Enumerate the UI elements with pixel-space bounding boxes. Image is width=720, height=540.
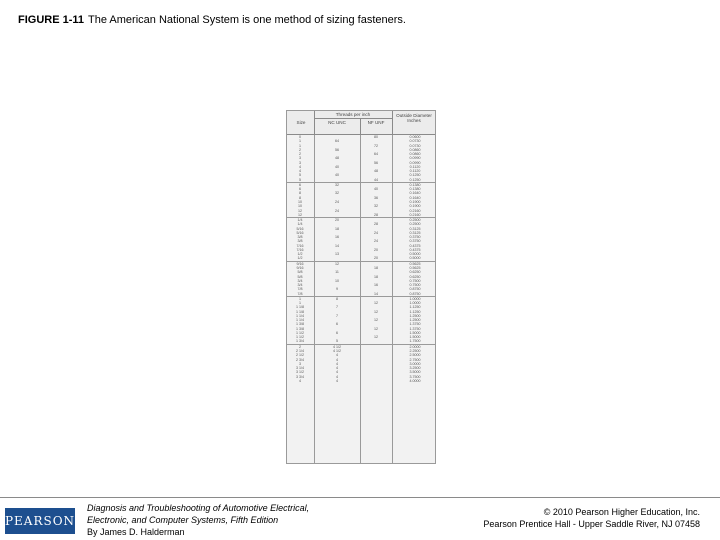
cell-outside-diameter: 0.8750 xyxy=(409,291,421,296)
cell-outside-diameter: 1.3750 xyxy=(409,326,421,331)
cell-outside-diameter: 3.0000 xyxy=(409,361,421,366)
cell-nc-unc: 4 1/2 xyxy=(333,349,341,354)
table-header xyxy=(287,111,435,135)
cell-size: 3/4 xyxy=(297,278,303,283)
cell-size: 7/16 xyxy=(296,243,304,248)
cell-size: 1 1/8 xyxy=(296,309,304,314)
cell-nc-unc: 4 xyxy=(336,361,338,366)
cell-size: 2 xyxy=(299,152,301,157)
cell-outside-diameter: 0.1120 xyxy=(409,164,421,169)
cell-nf-unf: 44 xyxy=(374,177,378,182)
cell-size: 12 xyxy=(298,208,302,213)
figure-caption-text: The American National System is one method of sizing fasteners. xyxy=(88,14,406,26)
cell-outside-diameter: 0.0860 xyxy=(409,152,421,157)
cell-outside-diameter: 0.5625 xyxy=(409,265,421,270)
cell-outside-diameter: 0.0730 xyxy=(409,139,421,144)
cell-outside-diameter: 1.3750 xyxy=(409,322,421,327)
cell-nc-unc: 4 xyxy=(336,374,338,379)
cell-size: 1/2 xyxy=(297,256,303,261)
cell-outside-diameter: 1.1250 xyxy=(409,309,421,314)
copyright-block xyxy=(483,506,700,530)
cell-outside-diameter: 0.1900 xyxy=(409,204,421,209)
cell-size: 3 xyxy=(299,156,301,161)
cell-outside-diameter: 3.7500 xyxy=(409,374,421,379)
cell-nc-unc: 64 xyxy=(335,139,339,144)
cell-nf-unf: 40 xyxy=(374,187,378,192)
book-author: By James D. Halderman xyxy=(87,527,185,537)
cell-outside-diameter: 0.7500 xyxy=(409,278,421,283)
cell-size: 1 xyxy=(299,139,301,144)
cell-outside-diameter: 2.2500 xyxy=(409,349,421,354)
cell-size: 0 xyxy=(299,135,301,139)
cell-nc-unc: 11 xyxy=(335,270,339,275)
cell-outside-diameter: 0.5625 xyxy=(409,261,421,266)
cell-outside-diameter: 0.3750 xyxy=(409,239,421,244)
cell-nc-unc: 18 xyxy=(335,226,339,231)
cell-nc-unc: 40 xyxy=(335,173,339,178)
cell-outside-diameter: 0.1250 xyxy=(409,173,421,178)
cell-outside-diameter: 1.7500 xyxy=(409,339,421,344)
cell-outside-diameter: 1.5000 xyxy=(409,330,421,335)
cell-outside-diameter: 0.7500 xyxy=(409,283,421,288)
header-threads-per-inch: Threads per inch xyxy=(335,112,371,117)
cell-size: 1 1/4 xyxy=(296,318,304,323)
cell-size: 1 1/2 xyxy=(296,335,304,340)
cell-outside-diameter: 0.1250 xyxy=(409,177,421,182)
cell-outside-diameter: 1.0000 xyxy=(409,301,421,306)
cell-size: 12 xyxy=(298,212,302,217)
cell-outside-diameter: 0.1380 xyxy=(409,182,421,187)
cell-size: 5/16 xyxy=(296,226,304,231)
cell-nc-unc: 4 1/2 xyxy=(333,344,341,349)
cell-nc-unc: 10 xyxy=(335,278,339,283)
cell-size: 3 3/4 xyxy=(296,374,304,379)
cell-size: 1 xyxy=(299,301,301,306)
cell-size: 7/8 xyxy=(297,291,303,296)
book-title-line2: Electronic, and Computer Systems, Fifth Edition xyxy=(87,515,279,525)
cell-size: 3/8 xyxy=(297,239,303,244)
cell-outside-diameter: 0.0600 xyxy=(409,135,421,139)
cell-outside-diameter: 1.2500 xyxy=(409,313,421,318)
cell-nc-unc: 13 xyxy=(335,252,339,257)
cell-nc-unc: 32 xyxy=(335,191,339,196)
cell-outside-diameter: 0.2160 xyxy=(409,212,421,217)
publisher-text: Pearson Prentice Hall - Upper Saddle River, NJ 07458 xyxy=(483,519,700,529)
cell-size: 10 xyxy=(298,199,302,204)
cell-size: 1 xyxy=(299,296,301,301)
cell-nf-unf: 56 xyxy=(374,160,378,165)
cell-size: 1/2 xyxy=(297,252,303,257)
cell-nc-unc: 16 xyxy=(335,235,339,240)
cell-nf-unf: 20 xyxy=(374,256,378,261)
cell-nf-unf: 12 xyxy=(374,301,378,306)
header-nc-unc: NC UNC xyxy=(328,120,346,125)
cell-nc-unc: 4 xyxy=(336,357,338,362)
cell-nf-unf: 12 xyxy=(374,318,378,323)
cell-nc-unc: 24 xyxy=(335,199,339,204)
cell-nc-unc: 6 xyxy=(336,322,338,327)
figure-caption xyxy=(18,14,406,26)
cell-nf-unf: 36 xyxy=(374,195,378,200)
cell-size: 4 xyxy=(299,169,301,174)
cell-outside-diameter: 3.2500 xyxy=(409,366,421,371)
cell-nf-unf: 12 xyxy=(374,309,378,314)
cell-nf-unf: 18 xyxy=(374,265,378,270)
book-credit xyxy=(87,502,309,538)
cell-size: 7/16 xyxy=(296,247,304,252)
cell-size: 2 1/4 xyxy=(296,349,304,354)
cell-size: 3 1/2 xyxy=(296,370,304,375)
cell-outside-diameter: 0.0990 xyxy=(409,156,421,161)
cell-size: 9/16 xyxy=(296,265,304,270)
cell-nc-unc: 7 xyxy=(336,305,338,310)
cell-outside-diameter: 0.1640 xyxy=(409,191,421,196)
cell-nc-unc: 4 xyxy=(336,353,338,358)
cell-outside-diameter: 0.3750 xyxy=(409,235,421,240)
cell-size: 1/4 xyxy=(297,222,303,227)
cell-outside-diameter: 0.6250 xyxy=(409,274,421,279)
cell-nf-unf: 12 xyxy=(374,326,378,331)
cell-outside-diameter: 0.3125 xyxy=(409,226,421,231)
cell-nc-unc: 12 xyxy=(335,261,339,266)
cell-nf-unf: 72 xyxy=(374,143,378,148)
cell-outside-diameter: 0.5000 xyxy=(409,256,421,261)
figure-label: FIGURE 1-11 xyxy=(18,14,85,26)
cell-nf-unf: 12 xyxy=(374,335,378,340)
fastener-size-table xyxy=(286,110,436,464)
cell-size: 1 1/2 xyxy=(296,330,304,335)
cell-outside-diameter: 1.1250 xyxy=(409,305,421,310)
cell-nf-unf: 18 xyxy=(374,274,378,279)
cell-nc-unc: 4 xyxy=(336,378,338,383)
cell-size: 8 xyxy=(299,195,301,200)
cell-nc-unc: 48 xyxy=(335,156,339,161)
cell-outside-diameter: 1.0000 xyxy=(409,296,421,301)
cell-nc-unc: 6 xyxy=(336,330,338,335)
cell-size: 6 xyxy=(299,187,301,192)
table-row xyxy=(287,379,435,383)
cell-nc-unc: 40 xyxy=(335,164,339,169)
cell-size: 5/8 xyxy=(297,274,303,279)
cell-size: 5 xyxy=(299,173,301,178)
cell-size: 2 1/2 xyxy=(296,353,304,358)
cell-size: 1/4 xyxy=(297,218,303,223)
cell-size: 7/8 xyxy=(297,287,303,292)
cell-outside-diameter: 0.8750 xyxy=(409,287,421,292)
cell-size: 2 xyxy=(299,147,301,152)
cell-nf-unf: 48 xyxy=(374,169,378,174)
cell-outside-diameter: 1.2500 xyxy=(409,318,421,323)
cell-size: 2 xyxy=(299,344,301,349)
cell-nc-unc: 4 xyxy=(336,370,338,375)
cell-nc-unc: 4 xyxy=(336,366,338,371)
cell-outside-diameter: 3.5000 xyxy=(409,370,421,375)
cell-nc-unc: 8 xyxy=(336,296,338,301)
cell-outside-diameter: 0.3125 xyxy=(409,230,421,235)
cell-outside-diameter: 1.5000 xyxy=(409,335,421,340)
cell-outside-diameter: 0.0860 xyxy=(409,147,421,152)
cell-outside-diameter: 0.0990 xyxy=(409,160,421,165)
cell-outside-diameter: 0.1120 xyxy=(409,169,421,174)
cell-outside-diameter: 0.4375 xyxy=(409,243,421,248)
cell-nc-unc: 20 xyxy=(335,218,339,223)
cell-outside-diameter: 4.0000 xyxy=(409,378,421,383)
cell-outside-diameter: 0.2500 xyxy=(409,218,421,223)
cell-nf-unf: 14 xyxy=(374,291,378,296)
cell-outside-diameter: 2.5000 xyxy=(409,353,421,358)
cell-size: 3/4 xyxy=(297,283,303,288)
cell-nc-unc: 32 xyxy=(335,182,339,187)
cell-outside-diameter: 0.1380 xyxy=(409,187,421,192)
cell-nc-unc: 24 xyxy=(335,208,339,213)
cell-size: 3 xyxy=(299,160,301,165)
cell-outside-diameter: 0.0730 xyxy=(409,143,421,148)
cell-nf-unf: 16 xyxy=(374,283,378,288)
cell-outside-diameter: 0.4375 xyxy=(409,247,421,252)
pearson-logo: PEARSON xyxy=(5,508,75,534)
cell-nf-unf: 20 xyxy=(374,247,378,252)
cell-size: 6 xyxy=(299,182,301,187)
cell-size: 2 3/4 xyxy=(296,357,304,362)
cell-nf-unf: 24 xyxy=(374,239,378,244)
cell-size: 3 1/4 xyxy=(296,366,304,371)
cell-nf-unf: 28 xyxy=(374,212,378,217)
cell-outside-diameter: 0.2160 xyxy=(409,208,421,213)
cell-size: 5/16 xyxy=(296,230,304,235)
cell-outside-diameter: 0.1900 xyxy=(409,199,421,204)
cell-nc-unc: 5 xyxy=(336,339,338,344)
cell-outside-diameter: 2.7500 xyxy=(409,357,421,362)
cell-nf-unf: 28 xyxy=(374,222,378,227)
cell-nf-unf: 32 xyxy=(374,204,378,209)
cell-outside-diameter: 0.1640 xyxy=(409,195,421,200)
cell-size: 4 xyxy=(299,164,301,169)
footer-divider xyxy=(0,497,720,498)
cell-size: 9/16 xyxy=(296,261,304,266)
cell-outside-diameter: 0.5000 xyxy=(409,252,421,257)
cell-outside-diameter: 0.2500 xyxy=(409,222,421,227)
table-body xyxy=(287,135,435,383)
cell-size: 1 xyxy=(299,143,301,148)
cell-size: 4 xyxy=(299,378,301,383)
cell-size: 1 3/8 xyxy=(296,322,304,327)
header-size: Size xyxy=(296,120,306,125)
cell-size: 5 xyxy=(299,177,301,182)
cell-outside-diameter: 2.0000 xyxy=(409,344,421,349)
copyright-text: © 2010 Pearson Higher Education, Inc. xyxy=(543,507,700,517)
cell-nc-unc: 9 xyxy=(336,287,338,292)
cell-size: 10 xyxy=(298,204,302,209)
cell-size: 1 3/4 xyxy=(296,339,304,344)
cell-nf-unf: 80 xyxy=(374,135,378,139)
cell-nf-unf: 24 xyxy=(374,230,378,235)
book-title-line1: Diagnosis and Troubleshooting of Automotive Electrical, xyxy=(87,503,310,513)
cell-size: 1 1/8 xyxy=(296,305,304,310)
cell-size: 3 xyxy=(299,361,301,366)
header-outside-diameter: Outside Diameter Inches xyxy=(396,113,432,123)
cell-size: 1 1/4 xyxy=(296,313,304,318)
cell-nf-unf: 64 xyxy=(374,152,378,157)
cell-size: 5/8 xyxy=(297,270,303,275)
cell-size: 3/8 xyxy=(297,235,303,240)
cell-size: 1 3/8 xyxy=(296,326,304,331)
cell-outside-diameter: 0.6250 xyxy=(409,270,421,275)
cell-nc-unc: 56 xyxy=(335,147,339,152)
cell-nc-unc: 7 xyxy=(336,313,338,318)
cell-size: 8 xyxy=(299,191,301,196)
cell-nc-unc: 14 xyxy=(335,243,339,248)
header-nf-unf: NF UNF xyxy=(367,120,385,125)
